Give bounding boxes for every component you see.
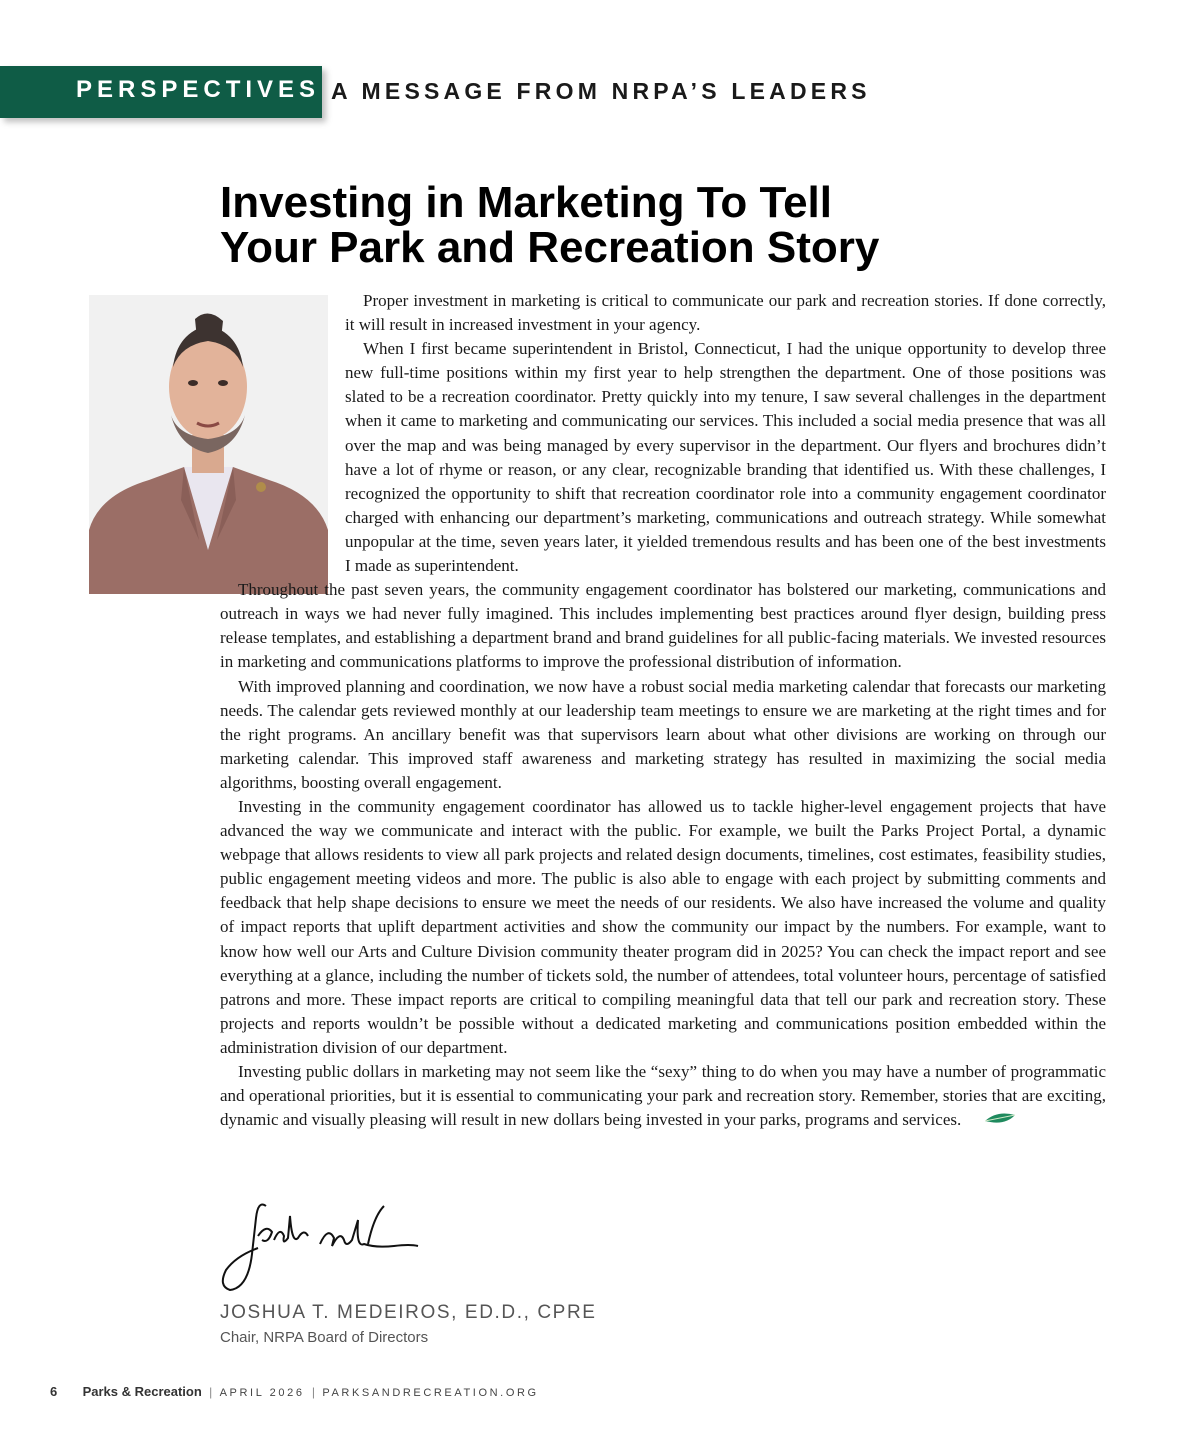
leaf-icon	[965, 1109, 1017, 1133]
article-body	[220, 289, 1106, 1133]
handwritten-signature-icon	[218, 1196, 428, 1296]
author-name: JOSHUA T. MEDEIROS, ED.D., CPRE	[220, 1302, 597, 1323]
author-role: Chair, NRPA Board of Directors	[220, 1329, 429, 1346]
page-number: 6	[50, 1384, 58, 1399]
title-line-1: Investing in Marketing To Tell	[220, 178, 832, 227]
article-title	[220, 180, 1120, 270]
page-footer	[50, 1384, 539, 1399]
publication-name: Parks & Recreation	[82, 1384, 202, 1399]
footer-separator: |	[209, 1385, 213, 1399]
closing-paragraph-text: Investing public dollars in marketing may not seem like the “sexy” thing to do when you may have a number of programmatic and operational priorities, but it is essential to communicating your park and recreation story. Remember, stories that are exciting, dynamic and visually pleasing will result in new dollars being invested in your parks, programs and services.	[220, 1062, 1106, 1130]
article-paragraph-final	[220, 1060, 1106, 1133]
section-subtitle: A MESSAGE FROM NRPA’S LEADERS	[331, 78, 871, 104]
photo-wrap-spacer	[220, 289, 345, 577]
issue-date: APRIL 2026	[219, 1387, 305, 1399]
signature	[218, 1196, 428, 1301]
website-url: PARKSANDRECREATION.ORG	[322, 1387, 539, 1399]
section-label: PERSPECTIVES	[76, 76, 321, 103]
article-paragraph: Proper investment in marketing is critical to communicate our park and recreation stories. If done correctly, it will result in increased investment in your agency.	[345, 291, 1106, 335]
title-line-2: Your Park and Recreation Story	[220, 223, 880, 272]
article-paragraph: Throughout the past seven years, the community engagement coordinator has bolstered our marketing, communications and outreach in ways we had never fully imagined. This includes implementing best practices around flyer design, building press release templates, and establishing a department brand and brand guidelines for all public-facing materials. We invested resources in marketing and communications platforms to improve the professional distribution of information.	[220, 580, 1106, 672]
article-paragraph: Investing in the community engagement coordinator has allowed us to tackle higher-level engagement projects that have advanced the way we communicate and interact with the public. For example, we built the Parks Project Portal, a dynamic webpage that allows residents to view all park projects and related design documents, timelines, cost estimates, feasibility studies, public engagement meeting videos and more. The public is also able to engage with each project by submitting comments and feedback that help shape decisions to ensure we meet the needs of our residents. We also have increased the volume and quality of impact reports that uplift department activities and show the community our impact by the numbers. For example, want to know how well our Arts and Culture Division community theater program did in 2025? You can check the impact report and see everything at a glance, including the number of tickets sold, the number of attendees, total volunteer hours, percentage of satisfied patrons and more. These impact reports are critical to compiling meaningful data that tell our park and recreation story. These projects and reports wouldn’t be possible without a dedicated marketing and communications position embedded within the administration division of our department.	[220, 796, 1106, 1057]
article-paragraph: When I first became superintendent in Bristol, Connecticut, I had the unique opportunity to develop three new full-time positions within my first year to help strengthen the department. One of those positions was slated to be a recreation coordinator. Pretty quickly into my tenure, I saw several challenges in the department when it came to marketing and communicating our services. This included a social media presence that was all over the map and was being managed by every supervisor in the department. Our flyers and brochures didn’t have a lot of rhyme or reason, or any clear, recognizable branding that identified us. With these challenges, I recognized the opportunity to shift that recreation coordinator role into a community engagement coordinator charged with enhancing our department’s marketing, communications and outreach strategy. While somewhat unpopular at the time, seven years later, it yielded tremendous results and has been one of the best investments I made as superintendent.	[345, 339, 1106, 576]
article-paragraph: With improved planning and coordination, we now have a robust social media marketing calendar that forecasts our marketing needs. The calendar gets reviewed monthly at our leadership team meetings to ensure we are marketing at the right times and for the right programs. An ancillary benefit was that supervisors learn about what other divisions are working on through our marketing calendar. This improved staff awareness and marketing strategy has resulted in maximizing the social media algorithms, boosting overall engagement.	[220, 676, 1106, 792]
footer-separator: |	[311, 1385, 316, 1399]
